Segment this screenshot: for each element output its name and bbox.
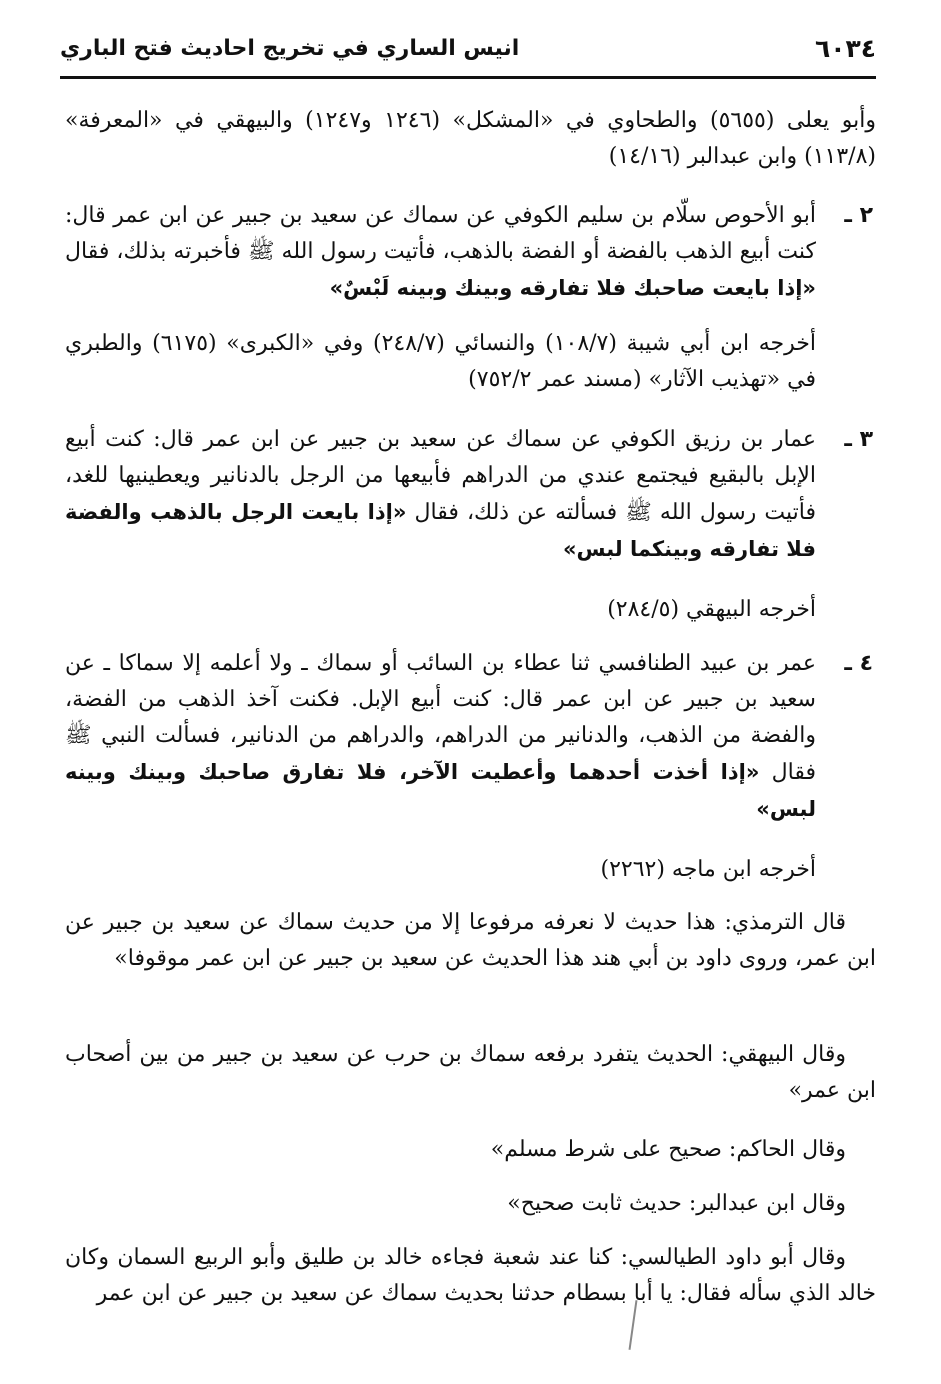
item-number: ٤ ـ	[844, 651, 873, 676]
page-number: ٦٠٣٤	[814, 34, 876, 63]
hadith-text: عمار بن رزيق الكوفي عن سماك عن سعيد بن جبير عن ابن عمر قال: كنت أبيع الإبل بالبقيع فيجتمع عندي من الدراهم فأبيعها من الرجل بالدنانير ويعطينيها للغد، فأتيت رسول الله ﷺ فسألته عن ذلك، فقال	[65, 427, 816, 525]
hadith-text: عمر بن عبيد الطنافسي ثنا عطاء بن السائب أو سماك ـ ولا أعلمه إلا سماكا ـ عن سعيد بن جبير عن ابن عمر قال: كنت أبيع الإبل. فكنت آخذ الذهب من الفضة، والفضة من الذهب، والدنانير من الدراهم، والدراهم من الدنانير، فسألت النبي ﷺ فقال	[65, 651, 816, 785]
hadith-paragraph	[65, 646, 816, 828]
takhrij-paragraph: أخرجه ابن ماجه (٢٢٦٢)	[600, 857, 816, 882]
bayhaqi-quote: وقال البيهقي: الحديث يتفرد برفعه سماك بن حرب عن سعيد بن جبير من بين أصحاب ابن عمر»	[65, 1042, 876, 1103]
tayalisi-quote: وقال أبو داود الطيالسي: كنا عند شعبة فجاءه خالد بن طليق وأبو الربيع السمان وكان خالد الذي سأله فقال: يا أبا بسطام حدثنا بحديث سماك عن سعيد بن جبير عن ابن عمر	[65, 1245, 876, 1306]
page-header	[60, 30, 876, 79]
hadith-quote: «إذا أخذت أحدهما وأعطيت الآخر، فلا تفارق صاحبك وبينك وبينه لبس»	[65, 760, 816, 821]
hadith-paragraph	[65, 198, 816, 307]
takhrij-paragraph: أخرجه البيهقي (٢٨٤/٥)	[607, 597, 816, 622]
item-number: ٣ ـ	[844, 427, 873, 452]
hadith-text: أبو الأحوص سلّام بن سليم الكوفي عن سماك عن سعيد بن جبير عن ابن عمر قال: كنت أبيع الذهب بالفضة أو الفضة بالذهب، فأتيت رسول الله ﷺ فأخبرته بذلك، فقال	[65, 203, 816, 264]
hakim-quote: وقال الحاكم: صحيح على شرط مسلم»	[490, 1137, 846, 1162]
hadith-paragraph	[65, 422, 816, 568]
takhrij-paragraph: أخرجه ابن أبي شيبة (١٠٨/٧) والنسائي (٢٤٨/٧) وفي «الكبرى» (٦١٧٥) والطبري في «تهذيب الآثار» (مسند عمر ٧٥٢/٢)	[65, 331, 816, 392]
tirmidhi-quote: قال الترمذي: هذا حديث لا نعرفه مرفوعا إلا من حديث سماك عن سعيد بن جبير عن ابن عمر، وروى داود بن أبي هند هذا الحديث عن سعيد بن جبير عن ابن عمر موقوفا»	[65, 910, 876, 971]
hadith-quote: «إذا بايعت صاحبك فلا تفارقه وبينك وبينه لَبْسٌ»	[329, 276, 816, 300]
hadith-quote: «إذا بايعت الرجل بالذهب والفضة فلا تفارقه وبينكما لبس»	[65, 500, 816, 561]
item-number: ٢ ـ	[844, 203, 873, 228]
ibn-abdilbarr-quote: وقال ابن عبدالبر: حديث ثابت صحيح»	[507, 1191, 846, 1216]
intro-paragraph: وأبو يعلى (٥٦٥٥) والطحاوي في «المشكل» (١٢٤٦ و١٢٤٧) والبيهقي في «المعرفة» (١١٣/٨) وابن عبدالبر (١٤/١٦)	[65, 108, 877, 169]
running-title: انيس الساري في تخريج احاديث فتح الباري	[60, 36, 520, 61]
